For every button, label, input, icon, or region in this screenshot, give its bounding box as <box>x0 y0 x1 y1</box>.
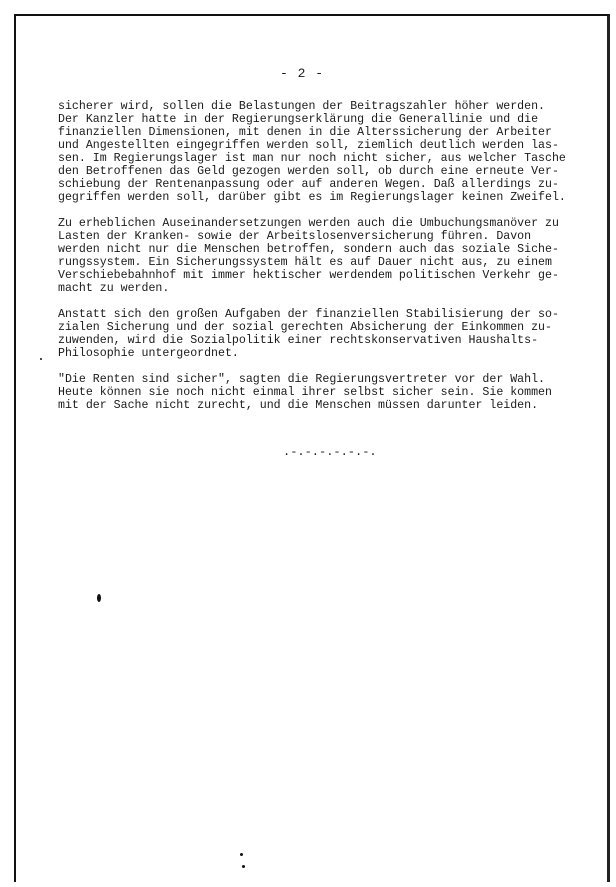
text-line: Verschiebebahnhof mit immer hektischer werdendem politischen Verkehr ge- <box>58 269 559 282</box>
text-line: werden nicht nur die Menschen betroffen, sondern auch das soziale Siche- <box>58 243 559 256</box>
page-number: - 2 - <box>280 66 325 81</box>
paragraph-4 <box>58 373 598 412</box>
text-line: Zu erheblichen Auseinandersetzungen werden auch die Umbuchungsmanöver zu <box>58 217 559 230</box>
text-line: sen. Im Regierungslager ist man nur noch nicht sicher, aus welcher Tasche <box>58 152 566 165</box>
paragraph-3 <box>58 308 598 360</box>
scan-speck <box>242 865 245 868</box>
text-line: Heute können sie noch nicht einmal ihrer selbst sicher sein. Sie kommen <box>58 386 552 399</box>
paragraph-2 <box>58 217 598 295</box>
text-line: rungssystem. Ein Sicherungssystem hält es auf Dauer nicht aus, zu einem <box>58 256 552 269</box>
text-line: zuwenden, wird die Sozialpolitik einer rechtskonservativen Haushalts- <box>58 334 539 347</box>
scan-speck <box>40 358 42 360</box>
text-line: schiebung der Rentenanpassung oder auf anderen Wegen. Daß allerdings zu- <box>58 178 559 191</box>
text-line: Anstatt sich den großen Aufgaben der finanziellen Stabilisierung der so- <box>58 308 559 321</box>
text-line: mit der Sache nicht zurecht, und die Menschen müssen darunter leiden. <box>58 399 539 412</box>
text-line: finanziellen Dimensionen, mit denen in die Alterssicherung der Arbeiter <box>58 126 552 139</box>
text-line: zialen Sicherung und der sozial gerechten Absicherung der Einkommen zu- <box>58 321 552 334</box>
text-line: und Angestellten eingegriffen werden soll, ziemlich deutlich werden las- <box>58 139 559 152</box>
scan-speck <box>97 594 101 602</box>
text-line: Philosophie untergeordnet. <box>58 347 239 360</box>
scan-speck <box>240 853 243 856</box>
text-line: sicherer wird, sollen die Belastungen der Beitragszahler höher werden. <box>58 100 546 113</box>
text-line: Der Kanzler hatte in der Regierungserklärung die Generallinie und die <box>58 113 539 126</box>
text-line: gegriffen werden soll, darüber gibt es im Regierungslager keinen Zweifel. <box>58 191 566 204</box>
text-line: "Die Renten sind sicher", sagten die Regierungsvertreter vor der Wahl. <box>58 373 546 386</box>
section-separator: .-.-.-.-.-.-. <box>283 445 377 459</box>
text-line: macht zu werden. <box>58 282 170 295</box>
text-line: Lasten der Kranken- sowie der Arbeitslosenversicherung führen. Davon <box>58 230 532 243</box>
paragraph-1 <box>58 100 598 204</box>
document-body <box>58 100 598 425</box>
text-line: den Betroffenen das Geld gezogen werden soll, ob durch eine erneute Ver- <box>58 165 559 178</box>
